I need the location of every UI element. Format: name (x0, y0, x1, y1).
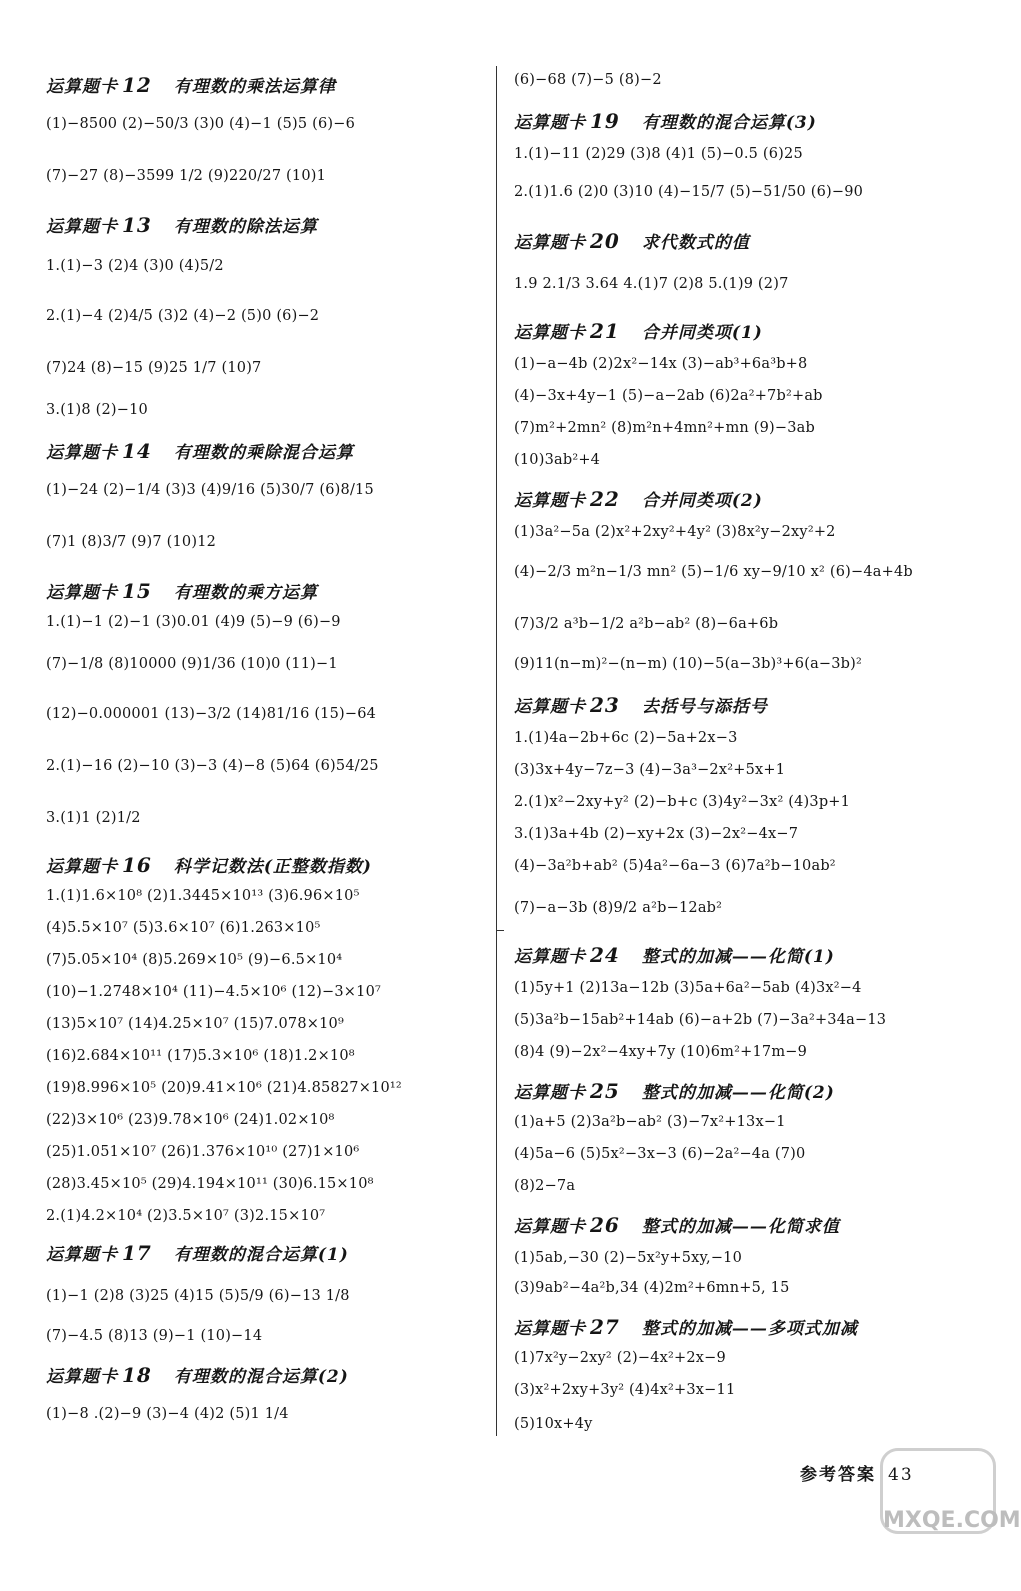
answer-line: (10)−1.2748×10⁴ (11)−4.5×10⁶ (12)−3×10⁷ (46, 984, 382, 1000)
card-number: 16 (122, 853, 152, 877)
card-label: 运算题卡 (514, 113, 586, 133)
answer-line: 1.(1)−1 (2)−1 (3)0.01 (4)9 (5)−9 (6)−9 (46, 614, 341, 630)
section-heading (514, 318, 763, 343)
answer-line: (7)24 (8)−15 (9)25 1/7 (10)7 (46, 360, 262, 376)
card-label: 运算题卡 (46, 583, 118, 603)
answer-line: 2.(1)1.6 (2)0 (3)10 (4)−15/7 (5)−51/50 (6)−90 (514, 184, 864, 200)
card-topic: 整式的加减——化简(1) (641, 947, 835, 967)
section-heading (514, 228, 750, 253)
card-topic: 合并同类项(1) (641, 323, 763, 343)
card-topic: 去括号与添括号 (641, 697, 768, 717)
answer-line: (4)−2/3 m²n−1/3 mn² (5)−1/6 xy−9/10 x² (6)−4a+4b (514, 564, 913, 580)
answer-line: (7)−4.5 (8)13 (9)−1 (10)−14 (46, 1328, 263, 1344)
card-number: 14 (122, 439, 152, 463)
card-number: 26 (590, 1213, 620, 1237)
answer-line: (7)m²+2mn² (8)m²n+4mn²+mn (9)−3ab (514, 420, 815, 436)
section-heading (514, 942, 835, 967)
card-label: 运算题卡 (46, 1367, 118, 1387)
answer-line: (25)1.051×10⁷ (26)1.376×10¹⁰ (27)1×10⁶ (46, 1144, 360, 1160)
section-heading (46, 852, 372, 877)
section-heading (46, 438, 354, 463)
answer-line: 1.(1)4a−2b+6c (2)−5a+2x−3 (514, 730, 738, 746)
answer-line: (9)11(n−m)²−(n−m) (10)−5(a−3b)³+6(a−3b)² (514, 656, 863, 672)
answer-line: (3)9ab²−4a²b,34 (4)2m²+6mn+5, 15 (514, 1280, 790, 1296)
section-heading (514, 1078, 835, 1103)
answer-line: (1)5y+1 (2)13a−12b (3)5a+6a²−5ab (4)3x²−4 (514, 980, 862, 996)
card-topic: 求代数式的值 (641, 233, 750, 253)
answer-line: 2.(1)x²−2xy+y² (2)−b+c (3)4y²−3x² (4)3p+1 (514, 794, 851, 810)
card-number: 19 (590, 109, 620, 133)
card-label: 运算题卡 (514, 1083, 586, 1103)
answer-line: (5)3a²b−15ab²+14ab (6)−a+2b (7)−3a²+34a−13 (514, 1012, 887, 1028)
card-number: 22 (590, 487, 620, 511)
section-heading (514, 1314, 858, 1339)
answer-line: 3.(1)1 (2)1/2 (46, 810, 141, 826)
card-number: 21 (590, 319, 620, 343)
card-topic: 有理数的混合运算(2) (173, 1367, 349, 1387)
card-label: 运算题卡 (514, 947, 586, 967)
answer-line: 3.(1)8 (2)−10 (46, 402, 148, 418)
section-heading (514, 692, 768, 717)
section-heading (46, 578, 318, 603)
answer-line: (28)3.45×10⁵ (29)4.194×10¹¹ (30)6.15×10⁸ (46, 1176, 374, 1192)
card-topic: 整式的加减——多项式加减 (641, 1319, 858, 1339)
card-number: 27 (590, 1315, 620, 1339)
answer-line: 2.(1)−4 (2)4/5 (3)2 (4)−2 (5)0 (6)−2 (46, 308, 320, 324)
card-topic: 科学记数法(正整数指数) (173, 857, 372, 877)
card-label: 运算题卡 (514, 491, 586, 511)
answer-line: (7)1 (8)3/7 (9)7 (10)12 (46, 534, 217, 550)
card-topic: 合并同类项(2) (641, 491, 763, 511)
answer-line: 1.9 2.1/3 3.64 4.(1)7 (2)8 5.(1)9 (2)7 (514, 276, 789, 292)
section-heading (46, 212, 318, 237)
answer-line: (1)−8500 (2)−50/3 (3)0 (4)−1 (5)5 (6)−6 (46, 116, 356, 132)
answer-line: (1)a+5 (2)3a²b−ab² (3)−7x²+13x−1 (514, 1114, 786, 1130)
answer-line: (13)5×10⁷ (14)4.25×10⁷ (15)7.078×10⁹ (46, 1016, 344, 1032)
card-number: 25 (590, 1079, 620, 1103)
card-number: 12 (122, 73, 152, 97)
section-heading (514, 1212, 840, 1237)
page-number: 43 (888, 1465, 914, 1485)
answer-line: (22)3×10⁶ (23)9.78×10⁶ (24)1.02×10⁸ (46, 1112, 335, 1128)
card-label: 运算题卡 (46, 443, 118, 463)
card-number: 13 (122, 213, 152, 237)
card-label: 运算题卡 (514, 323, 586, 343)
answer-line: (10)3ab²+4 (514, 452, 601, 468)
card-topic: 有理数的乘方运算 (173, 583, 318, 603)
card-topic: 有理数的混合运算(1) (173, 1245, 349, 1265)
answer-line: (16)2.684×10¹¹ (17)5.3×10⁶ (18)1.2×10⁸ (46, 1048, 355, 1064)
answer-line: (7)−27 (8)−3599 1/2 (9)220/27 (10)1 (46, 168, 327, 184)
answer-line: (1)−8 .(2)−9 (3)−4 (4)2 (5)1 1/4 (46, 1406, 289, 1422)
card-topic: 有理数的混合运算(3) (641, 113, 817, 133)
card-topic: 有理数的乘法运算律 (173, 77, 336, 97)
answer-line: 1.(1)−11 (2)29 (3)8 (4)1 (5)−0.5 (6)25 (514, 146, 803, 162)
answer-line: (12)−0.000001 (13)−3/2 (14)81/16 (15)−64 (46, 706, 377, 722)
answer-line: (1)−1 (2)8 (3)25 (4)15 (5)5/9 (6)−13 1/8 (46, 1288, 350, 1304)
answer-line: (4)5a−6 (5)5x²−3x−3 (6)−2a²−4a (7)0 (514, 1146, 806, 1162)
card-topic: 整式的加减——化简求值 (641, 1217, 840, 1237)
answer-line: (8)2−7a (514, 1178, 576, 1194)
card-number: 24 (590, 943, 620, 967)
section-heading (46, 1240, 349, 1265)
card-topic: 有理数的乘除混合运算 (173, 443, 354, 463)
answer-line: (6)−68 (7)−5 (8)−2 (514, 72, 662, 88)
answer-line: (7)−1/8 (8)10000 (9)1/36 (10)0 (11)−1 (46, 656, 338, 672)
column-divider-tick (496, 930, 504, 931)
answer-line: 1.(1)−3 (2)4 (3)0 (4)5/2 (46, 258, 224, 274)
section-heading (514, 108, 817, 133)
answer-line: (5)10x+4y (514, 1416, 593, 1432)
answer-line: (4)−3a²b+ab² (5)4a²−6a−3 (6)7a²b−10ab² (514, 858, 836, 874)
answer-line: (3)x²+2xy+3y² (4)4x²+3x−11 (514, 1382, 736, 1398)
card-number: 23 (590, 693, 620, 717)
answer-line: (1)5ab,−30 (2)−5x²y+5xy,−10 (514, 1250, 743, 1266)
section-heading (46, 1362, 349, 1387)
answer-line: 3.(1)3a+4b (2)−xy+2x (3)−2x²−4x−7 (514, 826, 799, 842)
answer-line: (19)8.996×10⁵ (20)9.41×10⁶ (21)4.85827×10¹² (46, 1080, 402, 1096)
answer-line: (1)−24 (2)−1/4 (3)3 (4)9/16 (5)30/7 (6)8/15 (46, 482, 374, 498)
watermark-text: MXQE.COM (883, 1508, 1021, 1533)
section-heading (514, 486, 763, 511)
card-label: 运算题卡 (514, 1217, 586, 1237)
card-label: 运算题卡 (514, 1319, 586, 1339)
answer-line: (4)−3x+4y−1 (5)−a−2ab (6)2a²+7b²+ab (514, 388, 823, 404)
card-label: 运算题卡 (46, 1245, 118, 1265)
card-topic: 有理数的除法运算 (173, 217, 318, 237)
answer-line: (7)5.05×10⁴ (8)5.269×10⁵ (9)−6.5×10⁴ (46, 952, 343, 968)
card-number: 18 (122, 1363, 152, 1387)
section-heading (46, 72, 336, 97)
answer-line: (1)7x²y−2xy² (2)−4x²+2x−9 (514, 1350, 726, 1366)
answer-line: (7)−a−3b (8)9/2 a²b−12ab² (514, 900, 723, 916)
answer-line: (8)4 (9)−2x²−4xy+7y (10)6m²+17m−9 (514, 1044, 808, 1060)
watermark-logo (880, 1448, 1021, 1534)
card-label: 运算题卡 (46, 77, 118, 97)
answer-line: 2.(1)4.2×10⁴ (2)3.5×10⁷ (3)2.15×10⁷ (46, 1208, 326, 1224)
card-label: 运算题卡 (46, 217, 118, 237)
answer-line: (7)3/2 a³b−1/2 a²b−ab² (8)−6a+6b (514, 616, 779, 632)
card-label: 运算题卡 (46, 857, 118, 877)
card-label: 运算题卡 (514, 697, 586, 717)
answer-line: (3)3x+4y−7z−3 (4)−3a³−2x²+5x+1 (514, 762, 786, 778)
column-divider (496, 66, 497, 1436)
answer-line: (1)3a²−5a (2)x²+2xy²+4y² (3)8x²y−2xy²+2 (514, 524, 836, 540)
answer-line: 1.(1)1.6×10⁸ (2)1.3445×10¹³ (3)6.96×10⁵ (46, 888, 360, 904)
card-number: 15 (122, 579, 152, 603)
answer-line: 2.(1)−16 (2)−10 (3)−3 (4)−8 (5)64 (6)54/25 (46, 758, 379, 774)
card-label: 运算题卡 (514, 233, 586, 253)
answer-line: (4)5.5×10⁷ (5)3.6×10⁷ (6)1.263×10⁵ (46, 920, 321, 936)
card-number: 20 (590, 229, 620, 253)
footer-label: 参考答案 (800, 1465, 876, 1485)
card-number: 17 (122, 1241, 152, 1265)
card-topic: 整式的加减——化简(2) (641, 1083, 835, 1103)
answer-line: (1)−a−4b (2)2x²−14x (3)−ab³+6a³b+8 (514, 356, 808, 372)
